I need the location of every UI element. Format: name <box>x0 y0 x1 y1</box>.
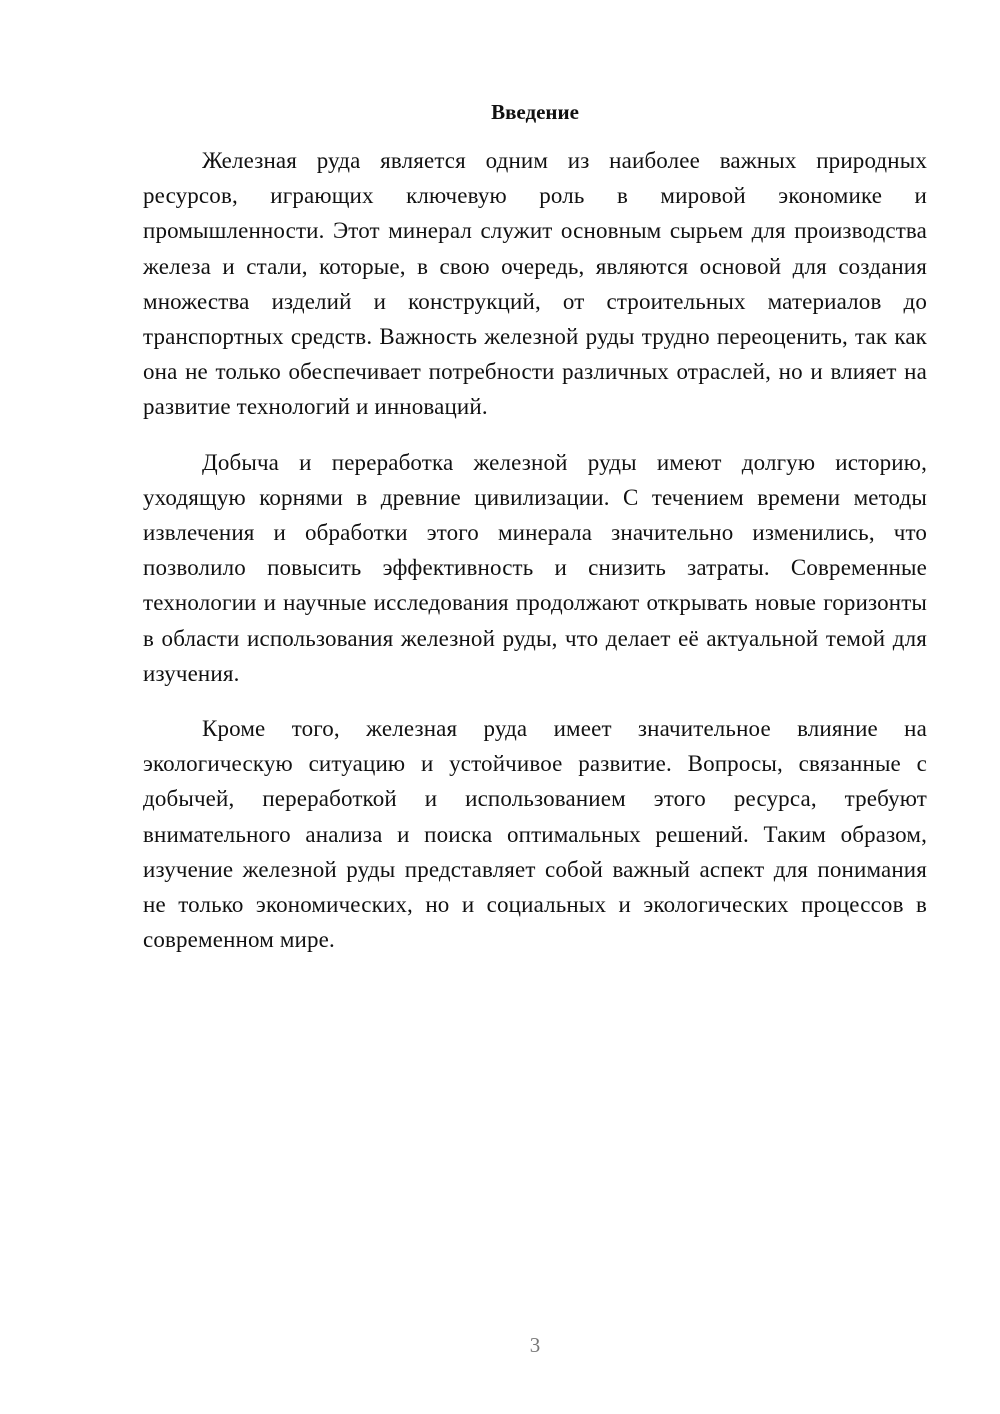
paragraph-2: Добыча и переработка железной руды имеют долгую историю, уходящую корнями в древние цивилизации. С течением времени методы извлечения и обработки этого минерала значительно изменились, что позволило повысить эффективность и снизить затраты. Современные технологии и научные исследования продолжают открывать новые горизонты в области использования железной руды, что делает её актуальной темой для изучения. <box>143 449 927 686</box>
paragraph-3: Кроме того, железная руда имеет значительное влияние на экологическую ситуацию и устойчивое развитие. Вопросы, связанные с добычей, переработкой и использованием этого ресурса, требуют внимательного анализа и поиска оптимальных решений. Таким образом, изучение железной руды представляет собой важный аспект для понимания не только экономических, но и социальных и экологических процессов в современном мире. <box>143 716 927 953</box>
page-title: Введение <box>491 100 579 124</box>
body-text <box>143 143 927 977</box>
page-number: 3 <box>529 1333 541 1357</box>
paragraph-1: Железная руда является одним из наиболее важных природных ресурсов, играющих ключевую роль в мировой экономике и промышленности. Этот минерал служит основным сырьем для производства железа и стали, которые, в свою очередь, являются основой для создания множества изделий и конструкций, от строительных материалов до транспортных средств. Важность железной руды трудно переоценить, так как она не только обеспечивает потребности различных отраслей, но и влияет на развитие технологий и инноваций. <box>143 148 927 420</box>
